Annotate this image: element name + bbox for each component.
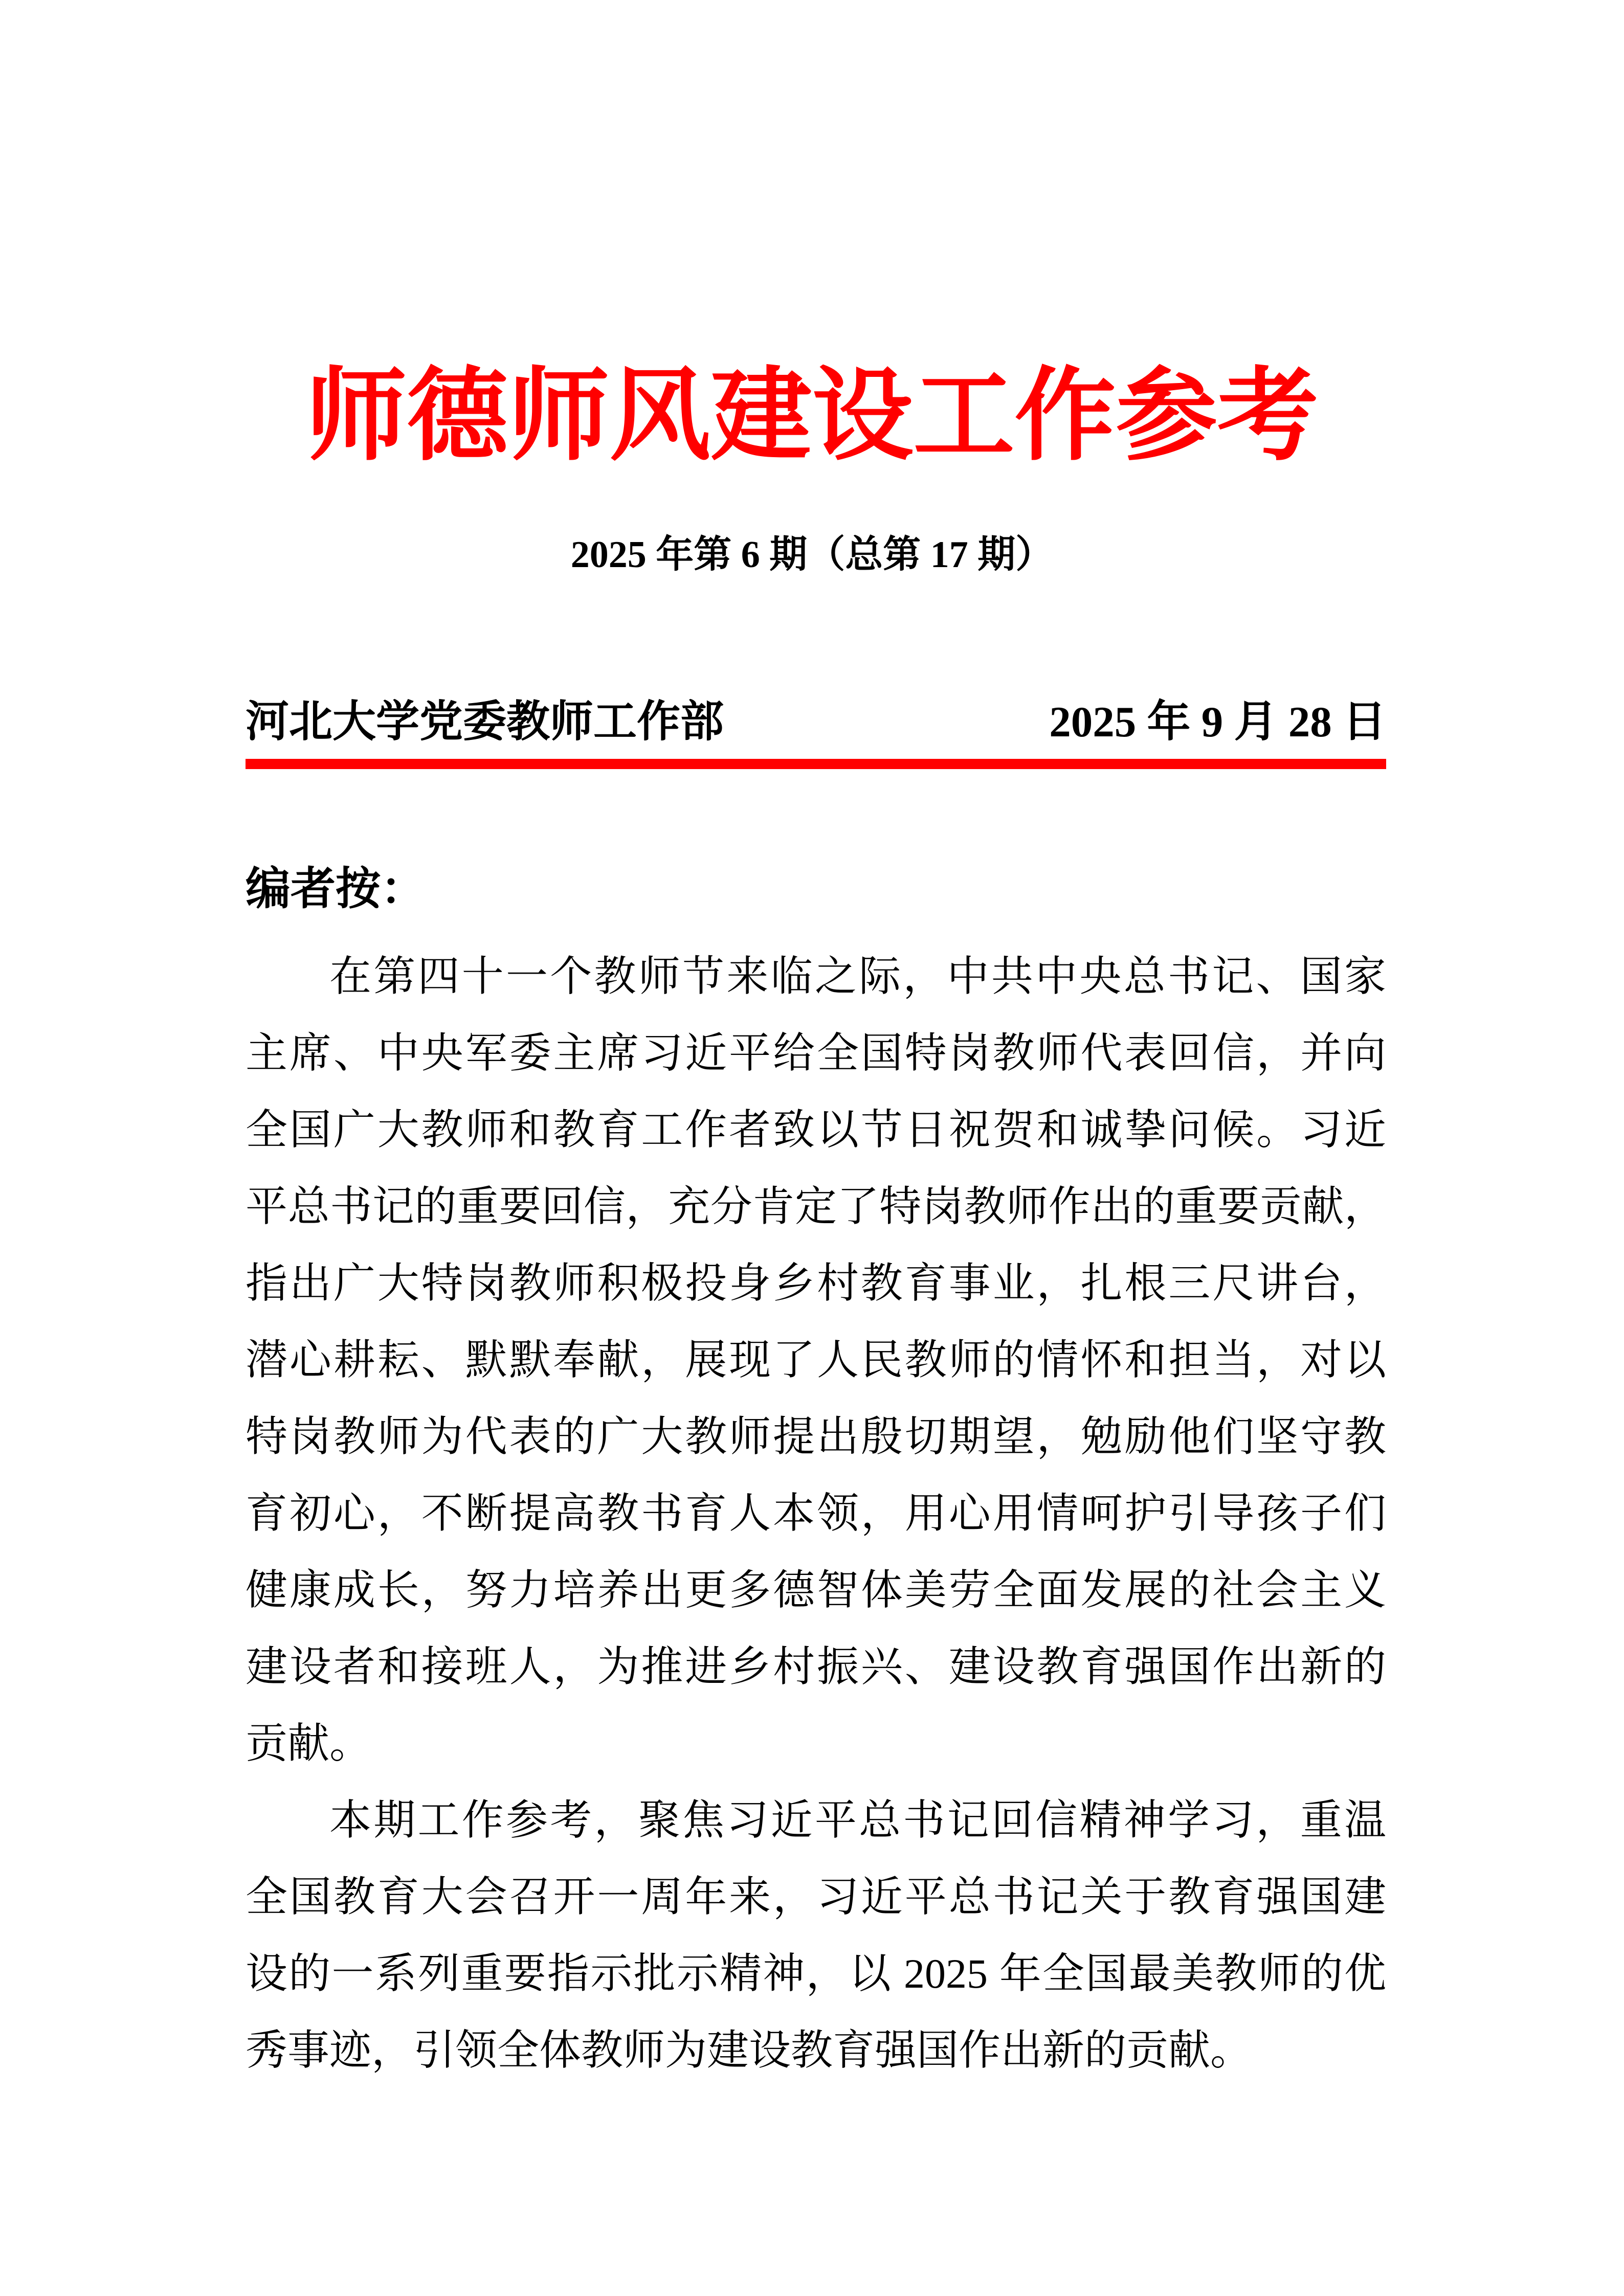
body-text-line: 潜心耕耘、默默奉献，展现了人民教师的情怀和担当，对以 bbox=[246, 1337, 1386, 1383]
body-text-line: 全国教育大会召开一周年来，习近平总书记关于教育强国建 bbox=[246, 1874, 1386, 1920]
body-text-line: 育初心，不断提高教书育人本领，用心用情呵护引导孩子们 bbox=[246, 1490, 1386, 1537]
publisher-row bbox=[246, 691, 1386, 753]
body-text-line: 指出广大特岗教师积极投身乡村教育事业，扎根三尺讲台， bbox=[246, 1260, 1386, 1307]
publish-date: 2025 年 9 月 28 日 bbox=[1049, 698, 1386, 746]
body-text-line: 主席、中央军委主席习近平给全国特岗教师代表回信，并向 bbox=[246, 1030, 1386, 1076]
body-text-line: 秀事迹，引领全体教师为建设教育强国作出新的贡献。 bbox=[246, 2027, 1253, 2074]
body-text-line: 本期工作参考，聚焦习近平总书记回信精神学习，重温 bbox=[329, 1797, 1386, 1843]
body-text-line: 在第四十一个教师节来临之际，中共中央总书记、国家 bbox=[329, 953, 1386, 1000]
publisher-name: 河北大学党委教师工作部 bbox=[246, 698, 724, 746]
body-text-line: 健康成长，努力培养出更多德智体美劳全面发展的社会主义 bbox=[246, 1567, 1386, 1613]
red-divider-rule bbox=[246, 759, 1386, 769]
body-text-line: 设的一系列重要指示批示精神，以 2025 年全国最美教师的优 bbox=[246, 1950, 1386, 1997]
masthead-title: 师德师风建设工作参考 bbox=[305, 361, 1319, 472]
editor-note-body bbox=[246, 938, 1386, 2089]
body-text-line: 贡献。 bbox=[246, 1720, 372, 1767]
body-text-line: 全国广大教师和教育工作者致以节日祝贺和诚挚问候。习近 bbox=[246, 1107, 1386, 1153]
issue-line: 2025 年第 6 期（总第 17 期） bbox=[570, 534, 1054, 576]
body-text-line: 平总书记的重要回信，充分肯定了特岗教师作出的重要贡献， bbox=[246, 1183, 1386, 1230]
body-text-line: 建设者和接班人，为推进乡村振兴、建设教育强国作出新的 bbox=[246, 1644, 1386, 1690]
editor-note-heading: 编者按： bbox=[246, 865, 426, 914]
body-text-line: 特岗教师为代表的广大教师提出殷切期望，勉励他们坚守教 bbox=[246, 1413, 1386, 1460]
